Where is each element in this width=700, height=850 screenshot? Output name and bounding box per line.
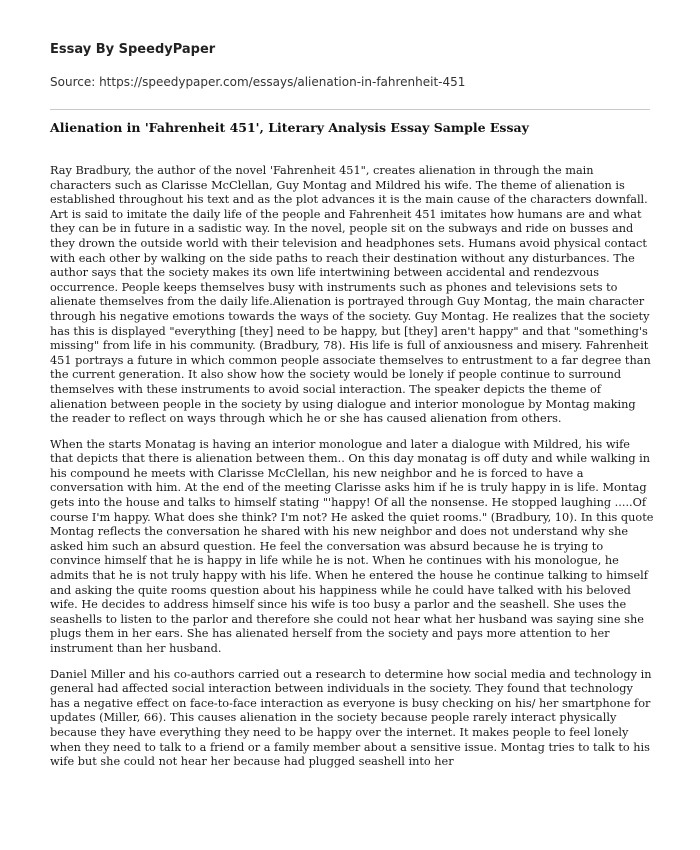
document-header [50,42,650,89]
header-divider [50,109,650,110]
essay-body [50,164,654,781]
brand-title: Essay By SpeedyPaper [50,42,216,57]
paragraph: Daniel Miller and his co-authors carried out a research to determine how social media and technology in general had affected social interaction between individuals in the society. They found that technology has a negative effect on face-to-face interaction as everyone is busy checking on his/ her smartphone for updates (Miller, 66). This causes alienation in the society because people rarely interact physically because they have everything they need to be happy over the internet. It makes people to feel lonely when they need to talk to a friend or a family member about a sensitive issue. Montag tries to talk to his wife but she could not hear her because had plugged seashell into her [50,667,652,769]
paragraph: Ray Bradbury, the author of the novel 'Fahrenheit 451", creates alienation in through the main characters such as Clarisse McClellan, Guy Montag and Mildred his wife. The theme of alienation is established throughout his text and as the plot advances it is the main cause of the characters downfall. Art is said to imitate the daily life of the people and Fahrenheit 451 imitates how humans are and what they can be in future in a sadistic way. In the novel, people sit on the subways and ride on busses and they drown the outside world with their television and headphones sets. Humans avoid physical contact with each other by walking on the side paths to reach their destination without any disturbances. The author says that the society makes its own life intertwining between accidental and rendezvous occurrence. People keeps themselves busy with instruments such as phones and televisions sets to alienate themselves from the daily life.Alienation is portrayed through Guy Montag, the main character through his negative emotions towards the ways of the society. Guy Montag. He realizes that the society has this is displayed "everything [they] need to be happy, but [they] aren't happy" and that "something's missing" from life in his community. (Bradbury, 78). His life is full of anxiousness and misery. Fahrenheit 451 portrays a future in which common people associate themselves to entrustment to a far degree than the current generation. It also show how the society would be lonely if people continue to surround themselves with these instruments to avoid social interaction. The speaker depicts the theme of alienation between people in the society by using dialogue and interior monologue by Montag making the reader to reflect on ways through which he or she has caused alienation from others. [50,164,651,426]
paragraph: When the starts Monatag is having an interior monologue and later a dialogue with Mildred, his wife that depicts that there is alienation between them.. On this day monatag is off duty and while walking in his compound he meets with Clarisse McClellan, his new neighbor and he is forced to have a conversation with him. At the end of the meeting Clarisse asks him if he is truly happy in is life. Montag gets into the house and talks to himself stating "'happy! Of all the nonsense. He stopped laughing .....Of course I'm happy. What does she think? I'm not? He asked the quiet rooms." (Bradbury, 10). In this quote Montag reflects the conversation he shared with his new neighbor and does not understand why she asked him such an absurd question. He feel the conversation was absurd because he is trying to convince himself that he is happy in life while he is not. When he continues with his monologue, he admits that he is not truly happy with his life. When he entered the house he continue talking to himself and asking the quite rooms question about his happiness while he could have talked with his beloved wife. He decides to address himself since his wife is too busy a parlor and the seashell. She uses the seashells to listen to the parlor and therefore she could not hear what her husband was saying sine she plugs them in her ears. She has alienated herself from the society and pays more attention to her instrument than her husband. [50,437,654,655]
essay-title: Alienation in 'Fahrenheit 451', Literary Analysis Essay Sample Essay [50,120,529,135]
source-line: Source: https://speedypaper.com/essays/alienation-in-fahrenheit-451 [50,75,466,89]
